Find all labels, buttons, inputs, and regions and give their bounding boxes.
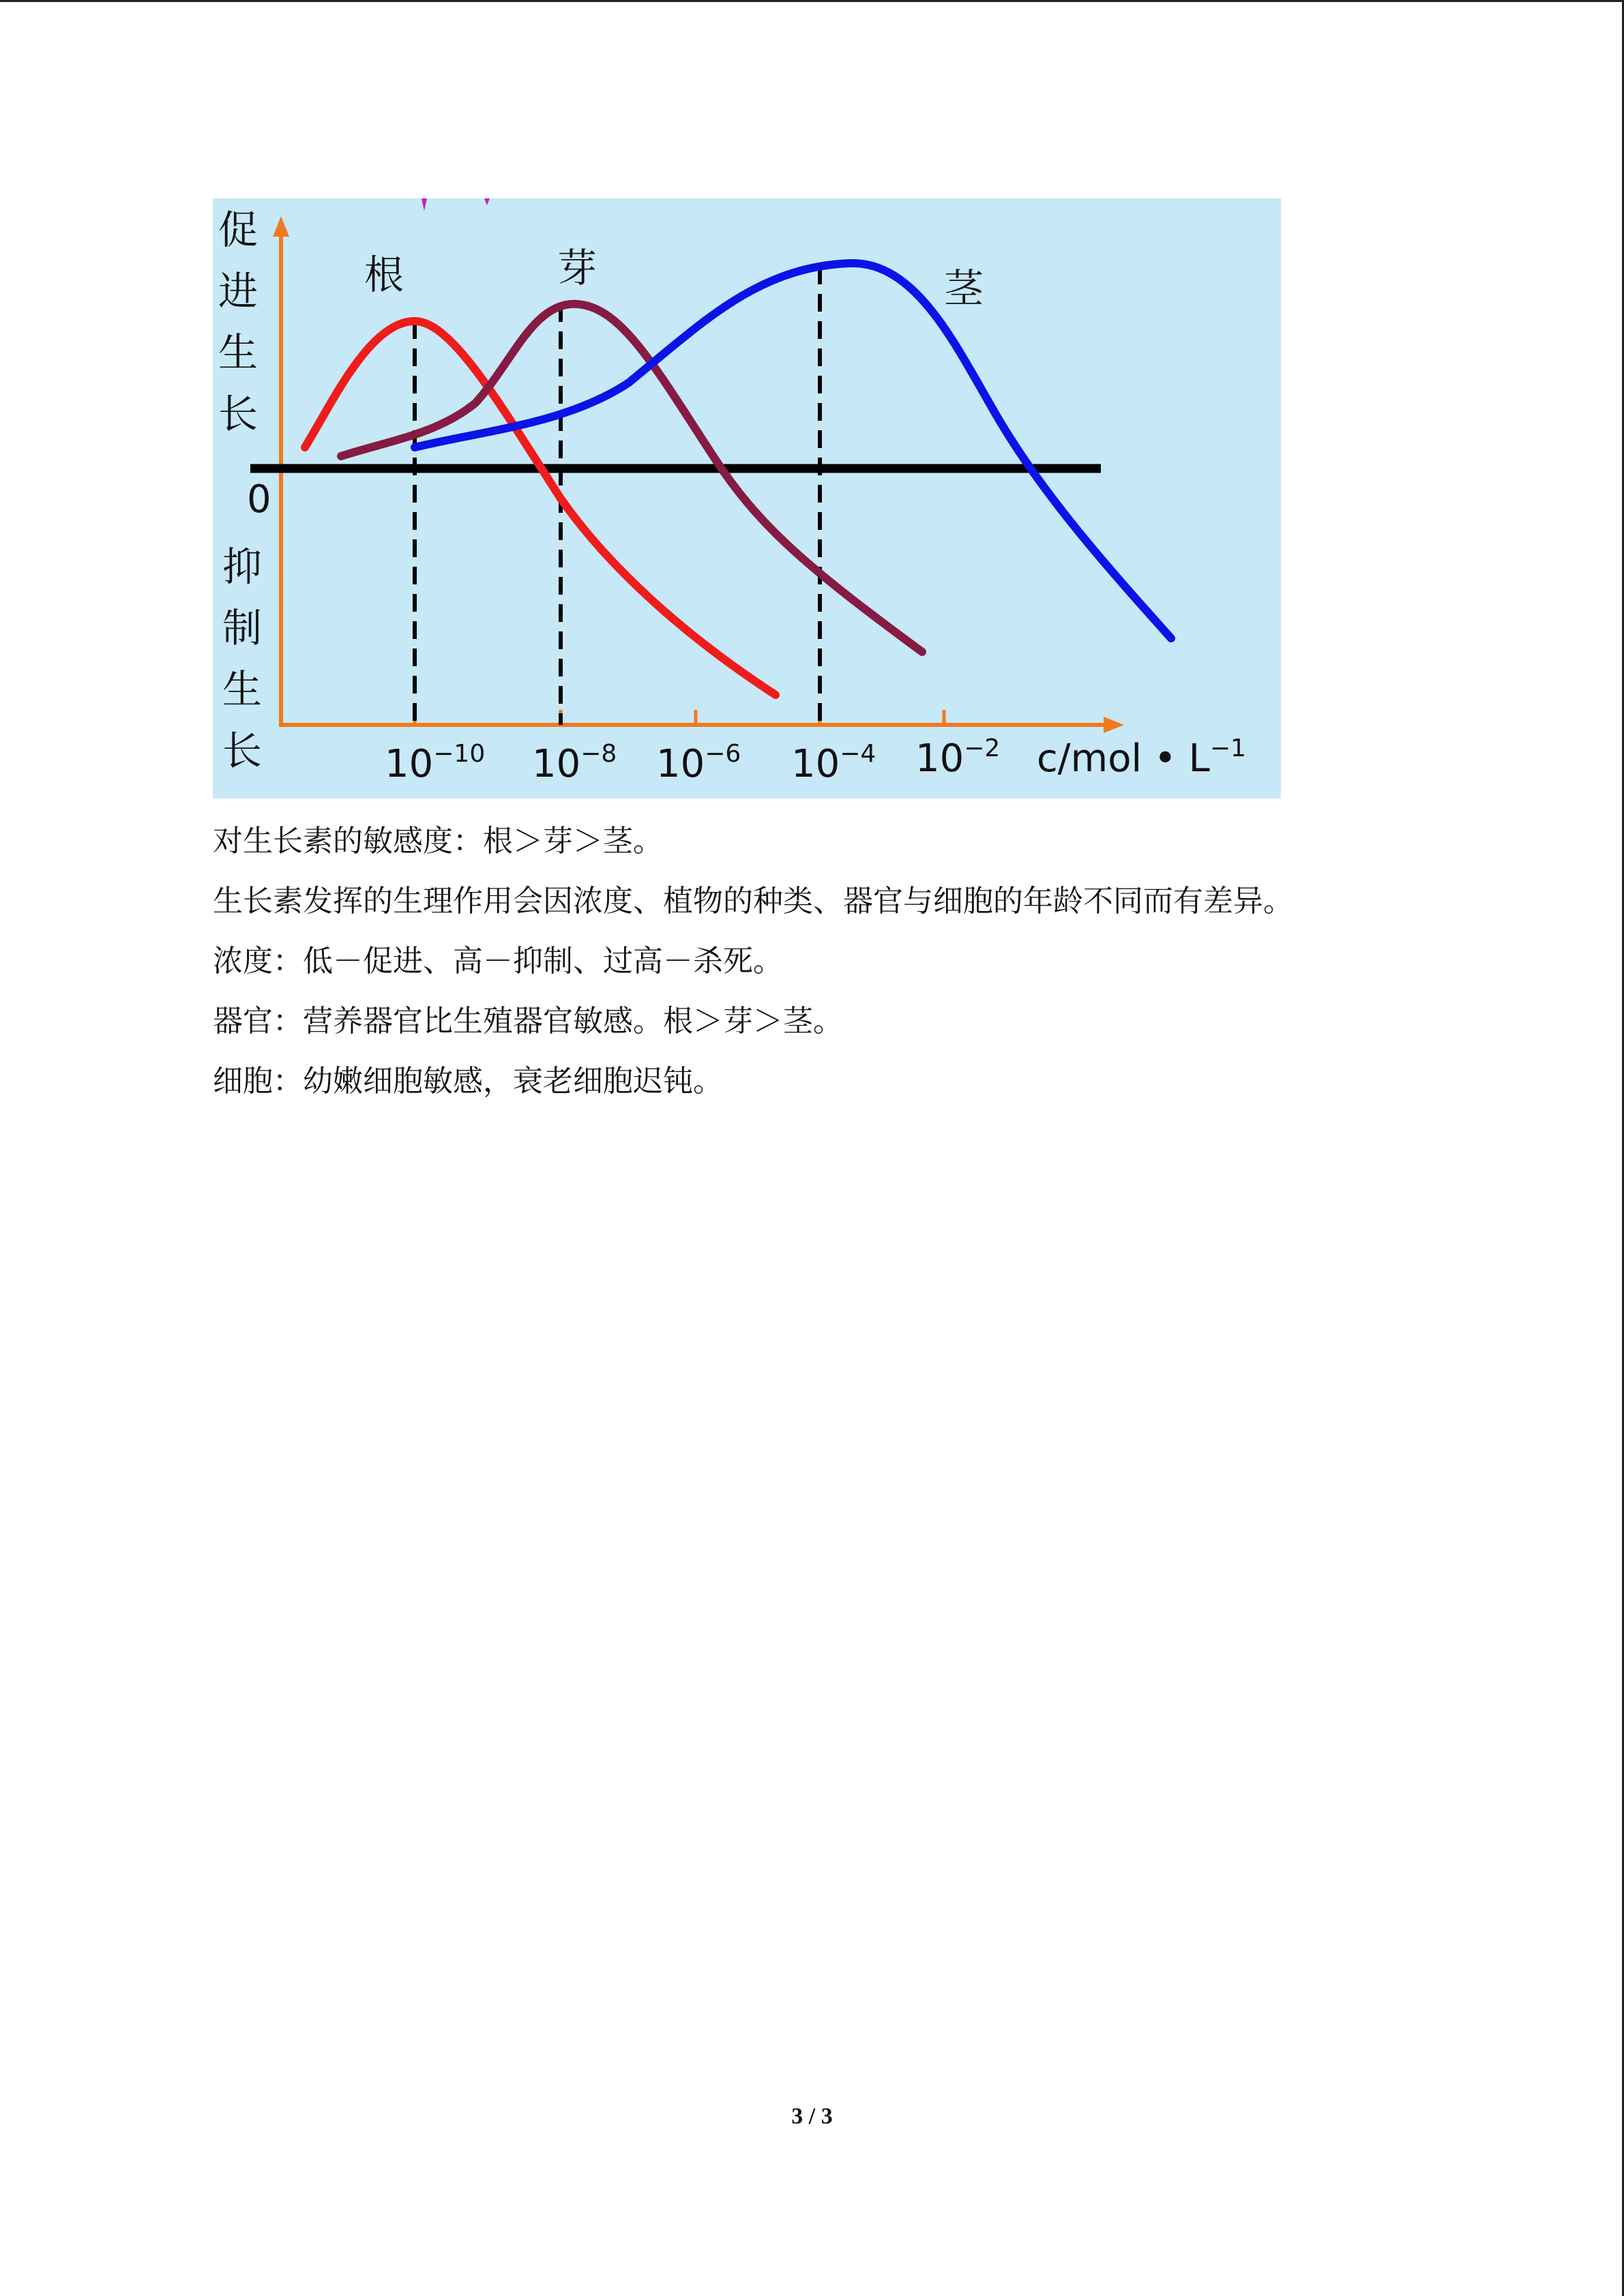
x-tick-label-2: $10^{-8}$: [532, 740, 617, 786]
auxin-concentration-figure: [213, 198, 1281, 799]
x-tick-label-5: $10^{-2}$: [915, 734, 1001, 781]
y-label-inhibit-1: 抑: [222, 543, 263, 590]
y-label-promote-2: 进: [218, 268, 259, 314]
page-top-border: [0, 0, 1624, 2]
y-label-promote-3: 生: [218, 329, 259, 376]
page-number: 3 / 3: [791, 2104, 833, 2129]
auxin-chart-svg: [213, 198, 1281, 799]
y-label-promote-4: 长: [218, 391, 259, 437]
stem-curve-label: 茎: [944, 265, 984, 312]
y-label-inhibit-3: 生: [222, 666, 263, 713]
paragraph-concentration: 浓度：低－促进、高－抑制、过高－杀死。: [213, 944, 783, 979]
zero-label: 0: [247, 477, 271, 522]
x-tick-label-4: $10^{-4}$: [791, 740, 876, 786]
y-label-inhibit-2: 制: [222, 605, 263, 651]
y-label-promote-1: 促: [218, 207, 259, 253]
y-label-inhibit-4: 长: [222, 728, 263, 774]
paragraph-auxin-effect: 生长素发挥的生理作用会因浓度、植物的种类、器官与细胞的年龄不同而有差异。: [213, 884, 1293, 919]
x-axis-unit-label: c/mol • $L^{-1}$: [1037, 734, 1246, 781]
x-tick-label-3: $10^{-6}$: [656, 740, 741, 786]
paragraph-cells: 细胞：幼嫩细胞敏感，衰老细胞迟钝。: [213, 1064, 723, 1099]
root-curve-label: 根: [364, 252, 404, 298]
bud-curve-label: 芽: [557, 245, 597, 291]
paragraph-organs: 器官：营养器官比生殖器官敏感。根＞芽＞茎。: [213, 1004, 843, 1039]
paragraph-sensitivity: 对生长素的敏感度：根＞芽＞茎。: [213, 824, 663, 859]
x-tick-label-1: $10^{-10}$: [385, 740, 486, 786]
